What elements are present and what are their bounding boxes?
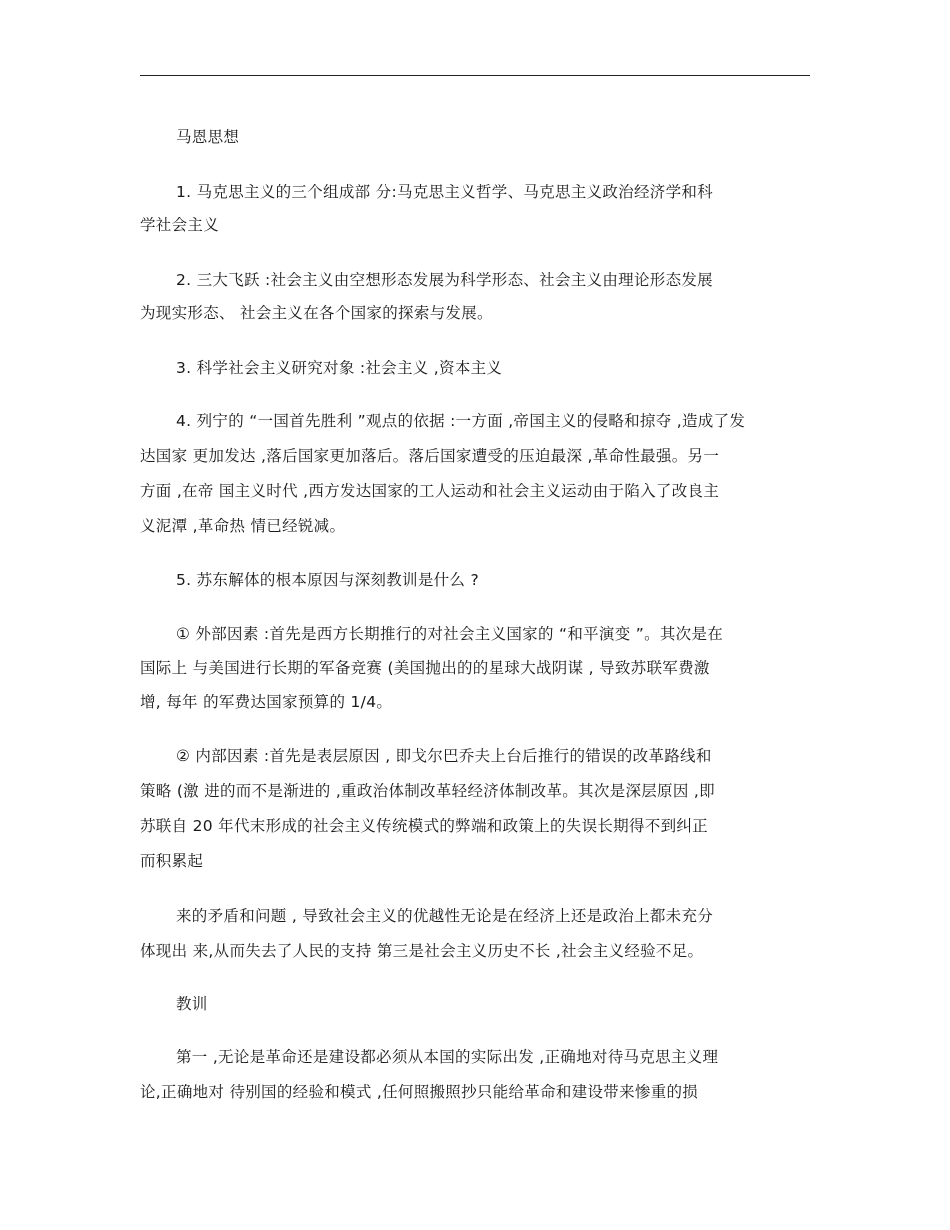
text-line: 第一 ,无论是革命还是建设都必须从本国的实际出发 ,正确地对待马克思主义理	[176, 1048, 719, 1066]
text-line: 苏联自 20 年代末形成的社会主义传统模式的弊端和政策上的失误长期得不到纠正	[140, 817, 708, 835]
text-line: 4. 列宁的 “一国首先胜利 ”观点的依据 :一方面 ,帝国主义的侵略和掠夺 ,造成了发	[176, 412, 746, 430]
header-rule	[140, 75, 810, 76]
text-line: 3. 科学社会主义研究对象 :社会主义 ,资本主义	[176, 359, 503, 377]
text-line: 方面 ,在帝 国主义时代 ,西方发达国家的工人运动和社会主义运动由于陷入了改良主	[140, 482, 720, 500]
text-line: 学社会主义	[140, 216, 220, 234]
text-line: ① 外部因素 :首先是西方长期推行的对社会主义国家的 “和平演变 ”。其次是在	[176, 625, 724, 643]
text-line: 达国家 更加发达 ,落后国家更加落后。落后国家遭受的压迫最深 ,革命性最强。另一	[140, 447, 720, 465]
text-line: ② 内部因素 :首先是表层原因 , 即戈尔巴乔夫上台后推行的错误的改革路线和	[176, 747, 712, 765]
doc-title: 马恩思想	[176, 128, 240, 146]
text-line: 增, 每年 的军费达国家预算的 1/4。	[140, 693, 393, 711]
text-line: 2. 三大飞跃 :社会主义由空想形态发展为科学形态、社会主义由理论形态发展	[176, 271, 713, 289]
text-line: 国际上 与美国进行长期的军备竞赛 (美国抛出的的星球大战阴谋 , 导致苏联军费激	[140, 659, 710, 677]
text-line: 1. 马克思主义的三个组成部 分:马克思主义哲学、马克思主义政治经济学和科	[176, 183, 713, 201]
text-line: 义泥潭 ,革命热 情已经锐减。	[140, 517, 346, 535]
text-line: 策略 (激 进的而不是渐进的 ,重政治体制改革轻经济体制改革。其次是深层原因 ,即	[140, 782, 715, 800]
text-line: 5. 苏东解体的根本原因与深刻教训是什么 ?	[176, 571, 479, 589]
section-heading: 教训	[176, 995, 208, 1013]
text-line: 为现实形态、 社会主义在各个国家的探索与发展。	[140, 304, 493, 322]
text-line: 体现出 来,从而失去了人民的支持 第三是社会主义历史不长 ,社会主义经验不足。	[140, 942, 704, 960]
text-line: 论,正确地对 待别国的经验和模式 ,任何照搬照抄只能给革命和建设带来惨重的损	[140, 1083, 699, 1101]
text-line: 来的矛盾和问题 , 导致社会主义的优越性无论是在经济上还是政治上都未充分	[176, 907, 714, 925]
text-line: 而积累起	[140, 852, 204, 870]
